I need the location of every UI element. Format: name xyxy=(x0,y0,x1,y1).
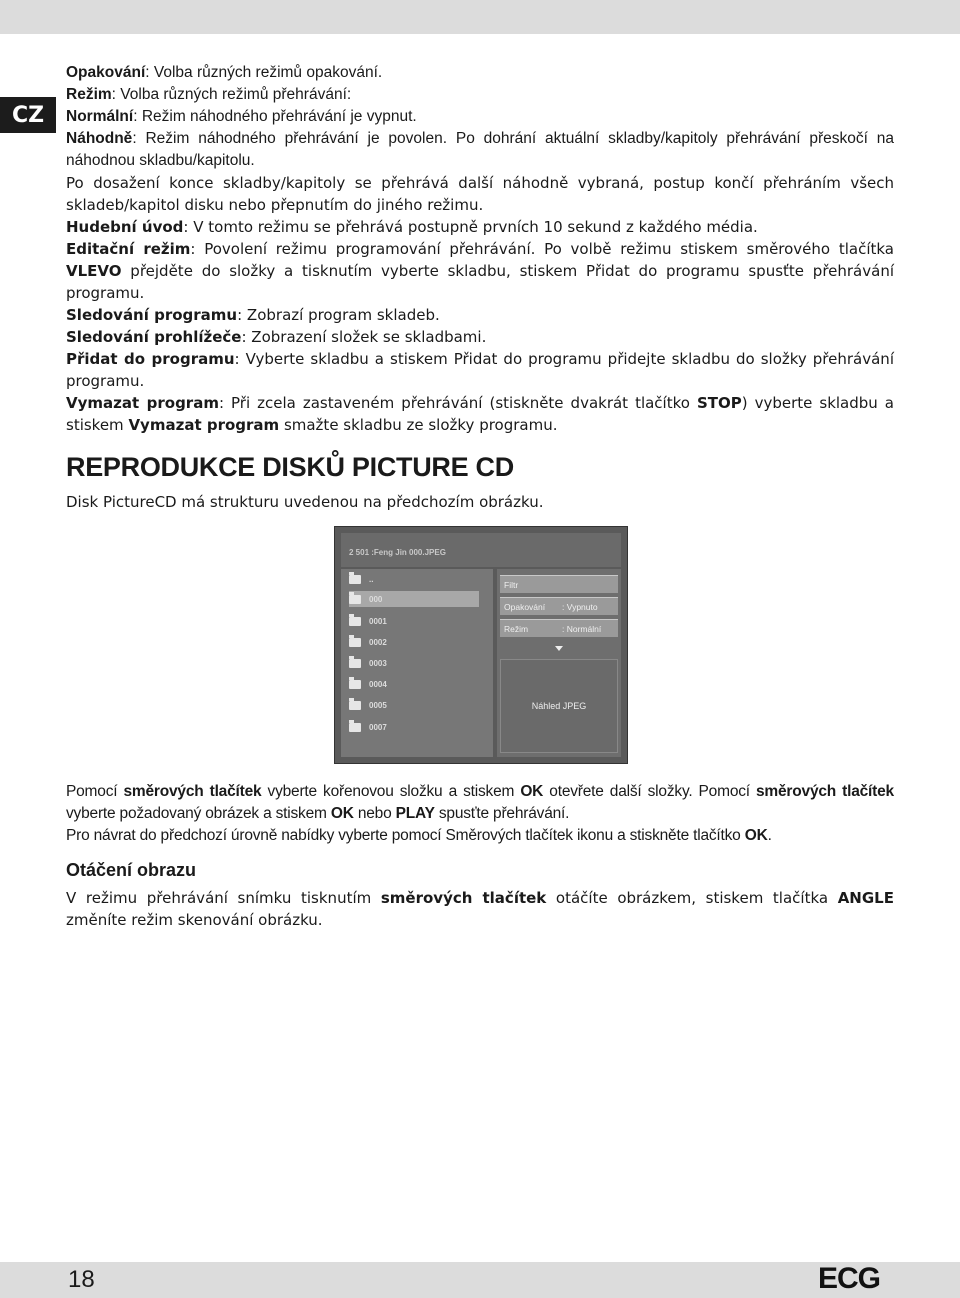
scroll-down-icon[interactable] xyxy=(555,646,563,651)
file-row[interactable]: 0003 xyxy=(349,655,387,671)
rotate-section xyxy=(66,887,894,931)
rotate-title: Otáčení obrazu xyxy=(66,860,197,880)
file-row[interactable]: 000 xyxy=(349,591,479,607)
rotate-paragraph: V režimu přehrávání snímku tisknutím směrových tlačítek otáčíte obrázkem, stiskem tlačítka ANGLE změníte režim skenování obrázku. xyxy=(66,889,894,929)
brand-logo: ECG xyxy=(818,1262,881,1295)
navigation-instructions xyxy=(66,781,894,847)
settings-description xyxy=(66,62,894,436)
setting-mode: Režim: Volba různých režimů přehrávání: xyxy=(66,86,352,103)
intro-mode: Hudební úvod: V tomto režimu se přehrává postupně prvních 10 sekund z každého média. xyxy=(66,218,758,236)
menu-item-mode[interactable]: Režim : Normální xyxy=(500,619,618,637)
section-title: REPRODUKCE DISKŮ PICTURE CD xyxy=(66,452,514,482)
folder-icon xyxy=(349,575,361,584)
status-text: 2 501 :Feng Jin 000.JPEG xyxy=(349,548,446,557)
browser-view: Sledování prohlížeče: Zobrazení složek se skladbami. xyxy=(66,328,487,346)
setting-normal: Normální: Režim náhodného přehrávání je vypnut. xyxy=(66,108,417,125)
add-program: Přidat do programu: Vyberte skladbu a stiskem Přidat do programu přidejte skladbu do složky přehrávání programu. xyxy=(66,350,894,390)
delete-program: Vymazat program: Při zcela zastaveném přehrávání (stiskněte dvakrát tlačítko STOP) vyberte skladbu a stiskem Vymazat program smažte skladbu ze složky programu. xyxy=(66,394,894,434)
file-row[interactable]: 0004 xyxy=(349,676,387,692)
folder-icon xyxy=(349,680,361,689)
menu-item-filter[interactable]: Filtr xyxy=(500,575,618,593)
folder-icon xyxy=(349,701,361,710)
language-tab: CZ xyxy=(0,97,56,133)
file-list xyxy=(341,569,493,757)
header-band xyxy=(0,0,960,34)
file-row[interactable]: 0001 xyxy=(349,613,387,629)
section-intro: Disk PictureCD má strukturu uvedenou na předchozím obrázku. xyxy=(66,493,544,511)
return-paragraph: Pro návrat do předchozí úrovně nabídky vyberte pomocí Směrových tlačítek ikonu a stiskněte tlačítko OK. xyxy=(66,827,772,844)
page-number: 18 xyxy=(68,1266,95,1293)
footer-band xyxy=(0,1262,960,1298)
jpeg-preview: Náhled JPEG xyxy=(500,659,618,753)
folder-icon xyxy=(349,723,361,732)
options-menu xyxy=(497,569,621,757)
folder-icon xyxy=(349,638,361,647)
edit-mode: Editační režim: Povolení režimu programování přehrávání. Po volbě režimu stiskem směrového tlačítka VLEVO přejděte do složky a tisknutím vyberte skladbu, stiskem Přidat do programu spusťte přehrávání programu. xyxy=(66,240,894,302)
nav-paragraph: Pomocí směrových tlačítek vyberte kořenovou složku a stiskem OK otevřete další složky. Pomocí směrových tlačítek vyberte požadovaný obrázek a stiskem OK nebo PLAY spusťte přehrávání. xyxy=(66,783,894,822)
picture-cd-screen xyxy=(334,526,628,764)
setting-repeat: Opakování: Volba různých režimů opakování. xyxy=(66,64,383,81)
file-row[interactable]: .. xyxy=(349,571,373,587)
file-row[interactable]: 0002 xyxy=(349,634,387,650)
folder-icon xyxy=(349,595,361,604)
menu-item-repeat[interactable]: Opakování : Vypnuto xyxy=(500,597,618,615)
file-row[interactable]: 0007 xyxy=(349,719,387,735)
random-paragraph: Po dosažení konce skladby/kapitoly se přehrává další náhodně vybraná, postup končí přehráním všech skladeb/kapitol disku nebo přepnutím do jiného režimu. xyxy=(66,174,894,214)
file-row[interactable]: 0005 xyxy=(349,697,387,713)
setting-random: Náhodně: Režim náhodného přehrávání je povolen. Po dohrání aktuální skladby/kapitoly přehrávání přeskočí na náhodnou skladbu/kapitolu. xyxy=(66,130,894,169)
folder-icon xyxy=(349,659,361,668)
program-view: Sledování programu: Zobrazí program skladeb. xyxy=(66,306,440,324)
folder-icon xyxy=(349,617,361,626)
